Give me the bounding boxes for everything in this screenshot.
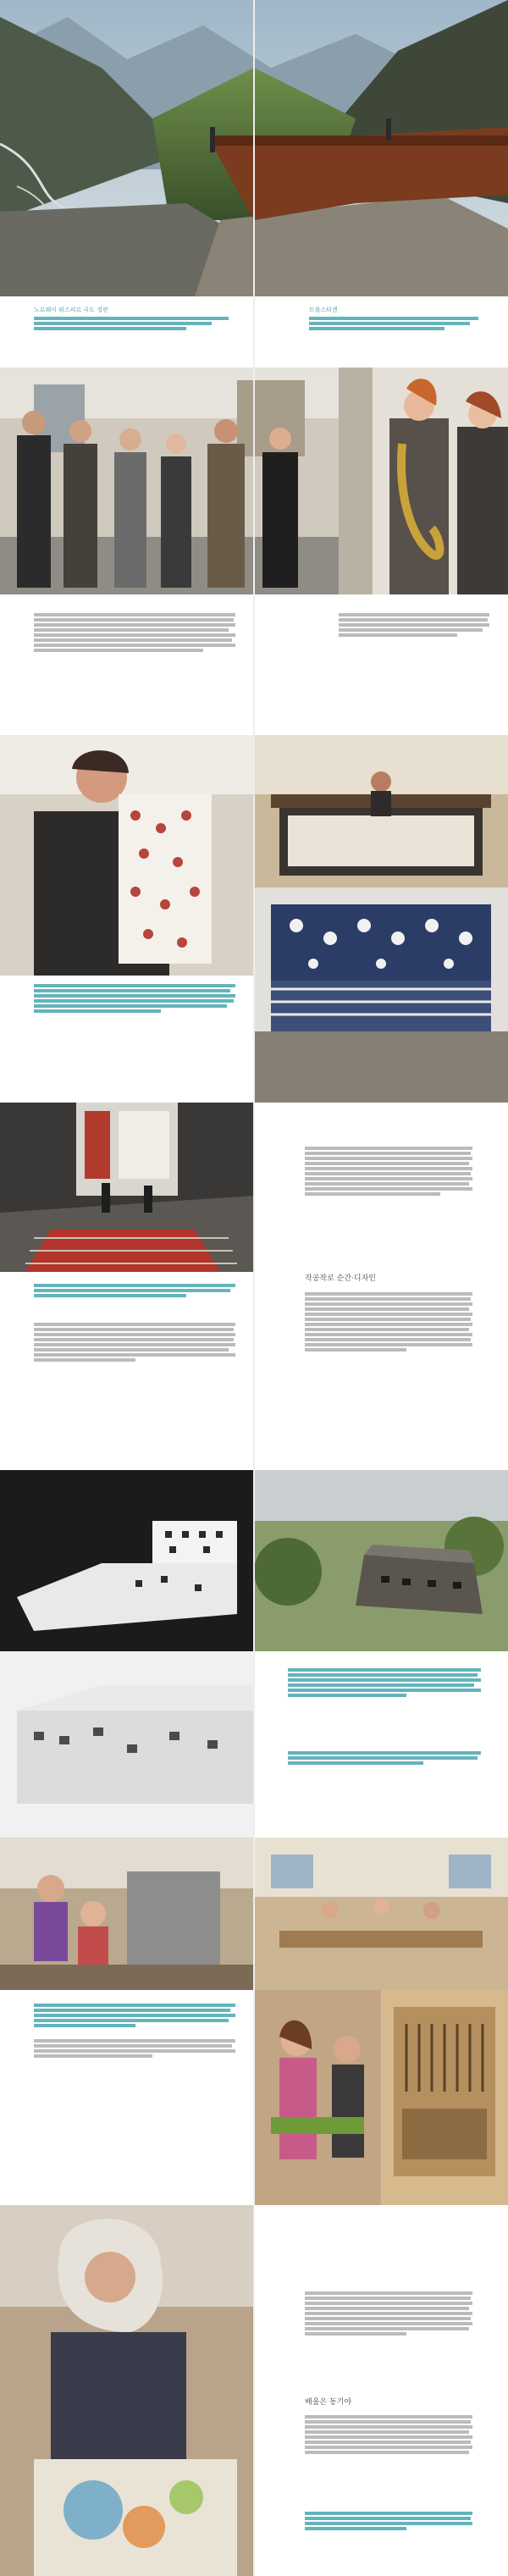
photo-textile-woman [0,735,254,976]
text-block-right-2 [305,2413,474,2456]
spread-2 [0,368,508,736]
caption-architecture [288,1667,483,1699]
text-block-right-1 [305,1145,474,1197]
photo-group-street [0,368,339,594]
photo-building-aerial [254,1470,508,1651]
caption-mountain-left [34,305,237,332]
spread-1 [0,0,508,368]
text-block-right-2 [305,1291,474,1353]
page-gutter [253,1103,255,1470]
photo-saxophone [339,368,508,594]
photo-white-model [0,1651,254,1838]
photo-painter [0,2205,254,2576]
page-gutter [253,1838,255,2205]
spread-7 [0,2205,508,2576]
caption-workshop [34,2004,237,2027]
page-gutter [253,735,255,1103]
spread-5 [0,1470,508,1838]
photo-workshop-students [0,1838,254,1990]
caption-textile [34,982,237,1014]
caption-painter [305,2510,474,2532]
photo-patterned-fabric [254,887,508,1103]
text-block-left [34,611,237,654]
page-gutter [253,0,255,368]
caption-mountain-right [309,305,487,332]
caption-architecture-2 [288,1750,483,1766]
text-block-left [34,2002,237,2059]
caption-text: 트롤스티겐 [309,307,338,313]
page-gutter [253,1470,255,1838]
caption-text: 노르웨이 튀스피르 국도 경관 [34,307,108,313]
text-block-right-1 [305,2290,474,2337]
page-gutter [253,2205,255,2576]
section-heading: 작공작로 순간·디자인 [305,1274,376,1283]
photo-interior-stairs [0,1103,254,1272]
page-gutter [253,368,255,735]
photo-loom-room [254,735,508,887]
photo-building-model [0,1470,254,1651]
photo-tool-cabinet [381,1990,508,2205]
caption-interior [34,1282,237,1299]
spread-3 [0,735,508,1103]
spread-6 [0,1838,508,2206]
spread-4 [0,1103,508,1471]
photo-classroom [254,1838,508,1990]
photo-girls-instruments [254,1990,381,2205]
text-block-right [339,611,491,638]
section-heading: 배울은 동기야 [305,2398,352,2407]
text-block-left [34,1321,237,1363]
